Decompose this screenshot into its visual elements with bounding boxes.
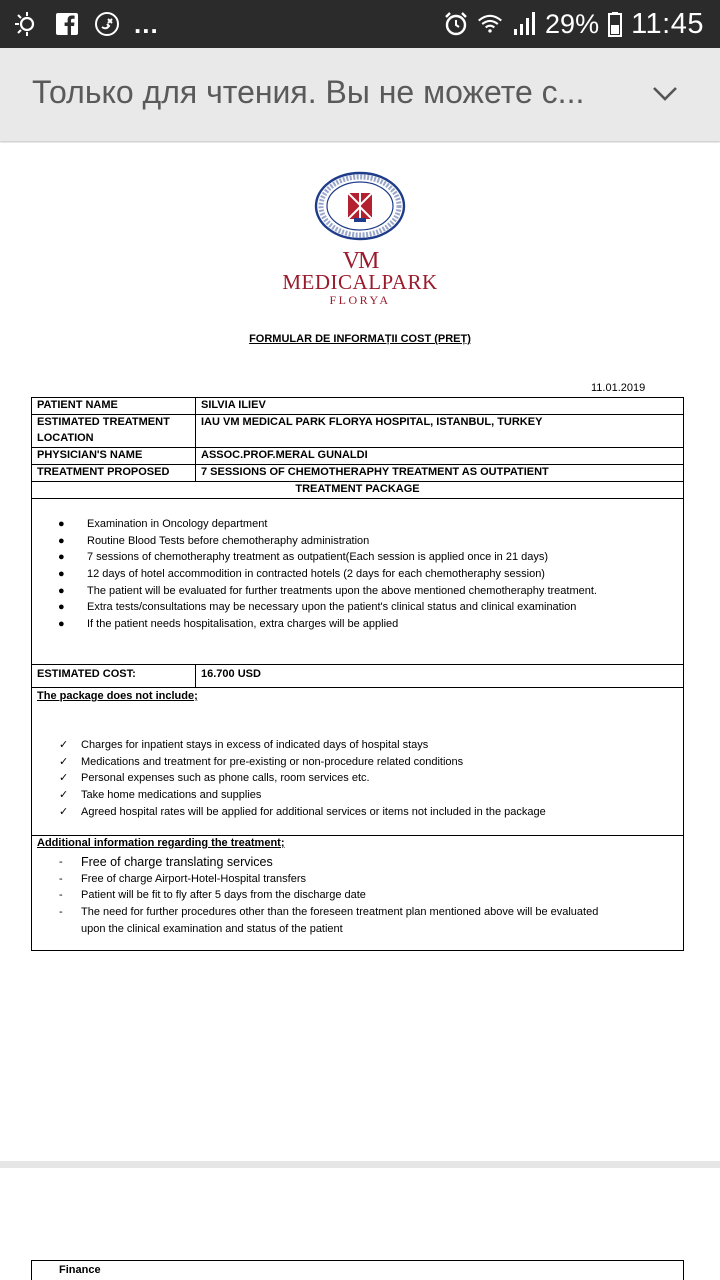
alarm-icon [443, 11, 469, 37]
additional-header: Additional information regarding the treatment; [37, 837, 285, 849]
package-header-row [31, 481, 684, 499]
treatment-proposed-row [31, 464, 684, 482]
clock: 11:45 [631, 7, 704, 40]
battery-percent: 29% [545, 8, 600, 39]
row-label: ESTIMATED TREATMENT [37, 416, 170, 428]
battery-icon [607, 11, 623, 37]
package-header: TREATMENT PACKAGE [295, 483, 420, 495]
row-label: PATIENT NAME [37, 399, 118, 411]
university-seal-icon [314, 171, 406, 241]
readonly-message: Только для чтения. Вы не можете с... [32, 74, 585, 110]
row-label: PHYSICIAN'S NAME [37, 449, 143, 461]
row-value: 7 SESSIONS OF CHEMOTHERAPHY TREATMENT AS OUTPATIENT [201, 466, 549, 478]
row-label: ESTIMATED COST: [37, 668, 136, 680]
brand-mark: VM [342, 248, 378, 274]
estimated-cost-row [31, 664, 684, 688]
row-value: 16.700 USD [201, 668, 261, 680]
package-box: ● Examination in Oncology department ● Routine Blood Tests before chemotheraphy administration ● 7 sessions of chemotheraphy treatment as outpatient(Each session is applied once in 21 days) ● 12 days of hotel accommodition in contracted hotels (2 days for each chemotheraphy session) ● The patient will be evaluated for further treatments upon the above mentioned chemotheraphy treatment. ● Extra tests/consultations may be necessary upon the patient's clinical status and clinical examination ● If the patient needs hospitalisation, extra charges will be applied [31, 498, 684, 665]
finance-label: Finance [59, 1264, 101, 1276]
facebook-icon [54, 11, 80, 37]
sync-icon [14, 11, 40, 37]
document-page [0, 143, 720, 1161]
brand-branch: FLORYA [329, 293, 391, 307]
location-row [31, 414, 684, 448]
additional-info-box: Additional information regarding the treatment; - Free of charge translating services - Free of charge Airport-Hotel-Hospital transfers - Patient will be fit to fly after 5 days from the discharge date - The need for further procedures other than the foreseen treatment plan mentioned above will be evaluated upon the clinical examination and status of the patient [31, 835, 684, 951]
page-separator [0, 1161, 720, 1168]
wifi-icon [477, 11, 503, 37]
document-title: FORMULAR DE INFORMAȚII COST (PREȚ) [249, 333, 471, 345]
excludes-box: The package does not include; ✓ Charges for inpatient stays in excess of indicated days of hospital stays ✓ Medications and treatment for pre-existing or non-procedure related conditions ✓ Personal expenses such as phone calls, room services etc. ✓ Take home medications and supplies ✓ Agreed hospital rates will be applied for additional services or items not included in the package [31, 687, 684, 836]
row-label: TREATMENT PROPOSED [37, 466, 170, 478]
signal-icon [511, 11, 537, 37]
finance-row [31, 1260, 684, 1280]
missed-call-icon [94, 11, 120, 37]
readonly-banner[interactable] [0, 48, 720, 142]
row-value: IAU VM MEDICAL PARK FLORYA HOSPITAL, ISTANBUL, TURKEY [201, 416, 543, 428]
brand-name: MEDICALPARK [282, 270, 438, 294]
row-label-line2: LOCATION [37, 432, 94, 444]
patient-name-row [31, 397, 684, 415]
document-page-2 [0, 1168, 720, 1280]
hospital-logo [0, 171, 720, 307]
excludes-header: The package does not include; [37, 690, 198, 702]
chevron-down-icon[interactable] [650, 82, 680, 106]
overflow-indicator: ... [134, 9, 159, 39]
row-value: SILVIA ILIEV [201, 399, 266, 411]
row-value: ASSOC.PROF.MERAL GUNALDI [201, 449, 368, 461]
document-date: 11.01.2019 [591, 382, 646, 394]
status-bar [0, 0, 720, 48]
physician-row [31, 447, 684, 465]
